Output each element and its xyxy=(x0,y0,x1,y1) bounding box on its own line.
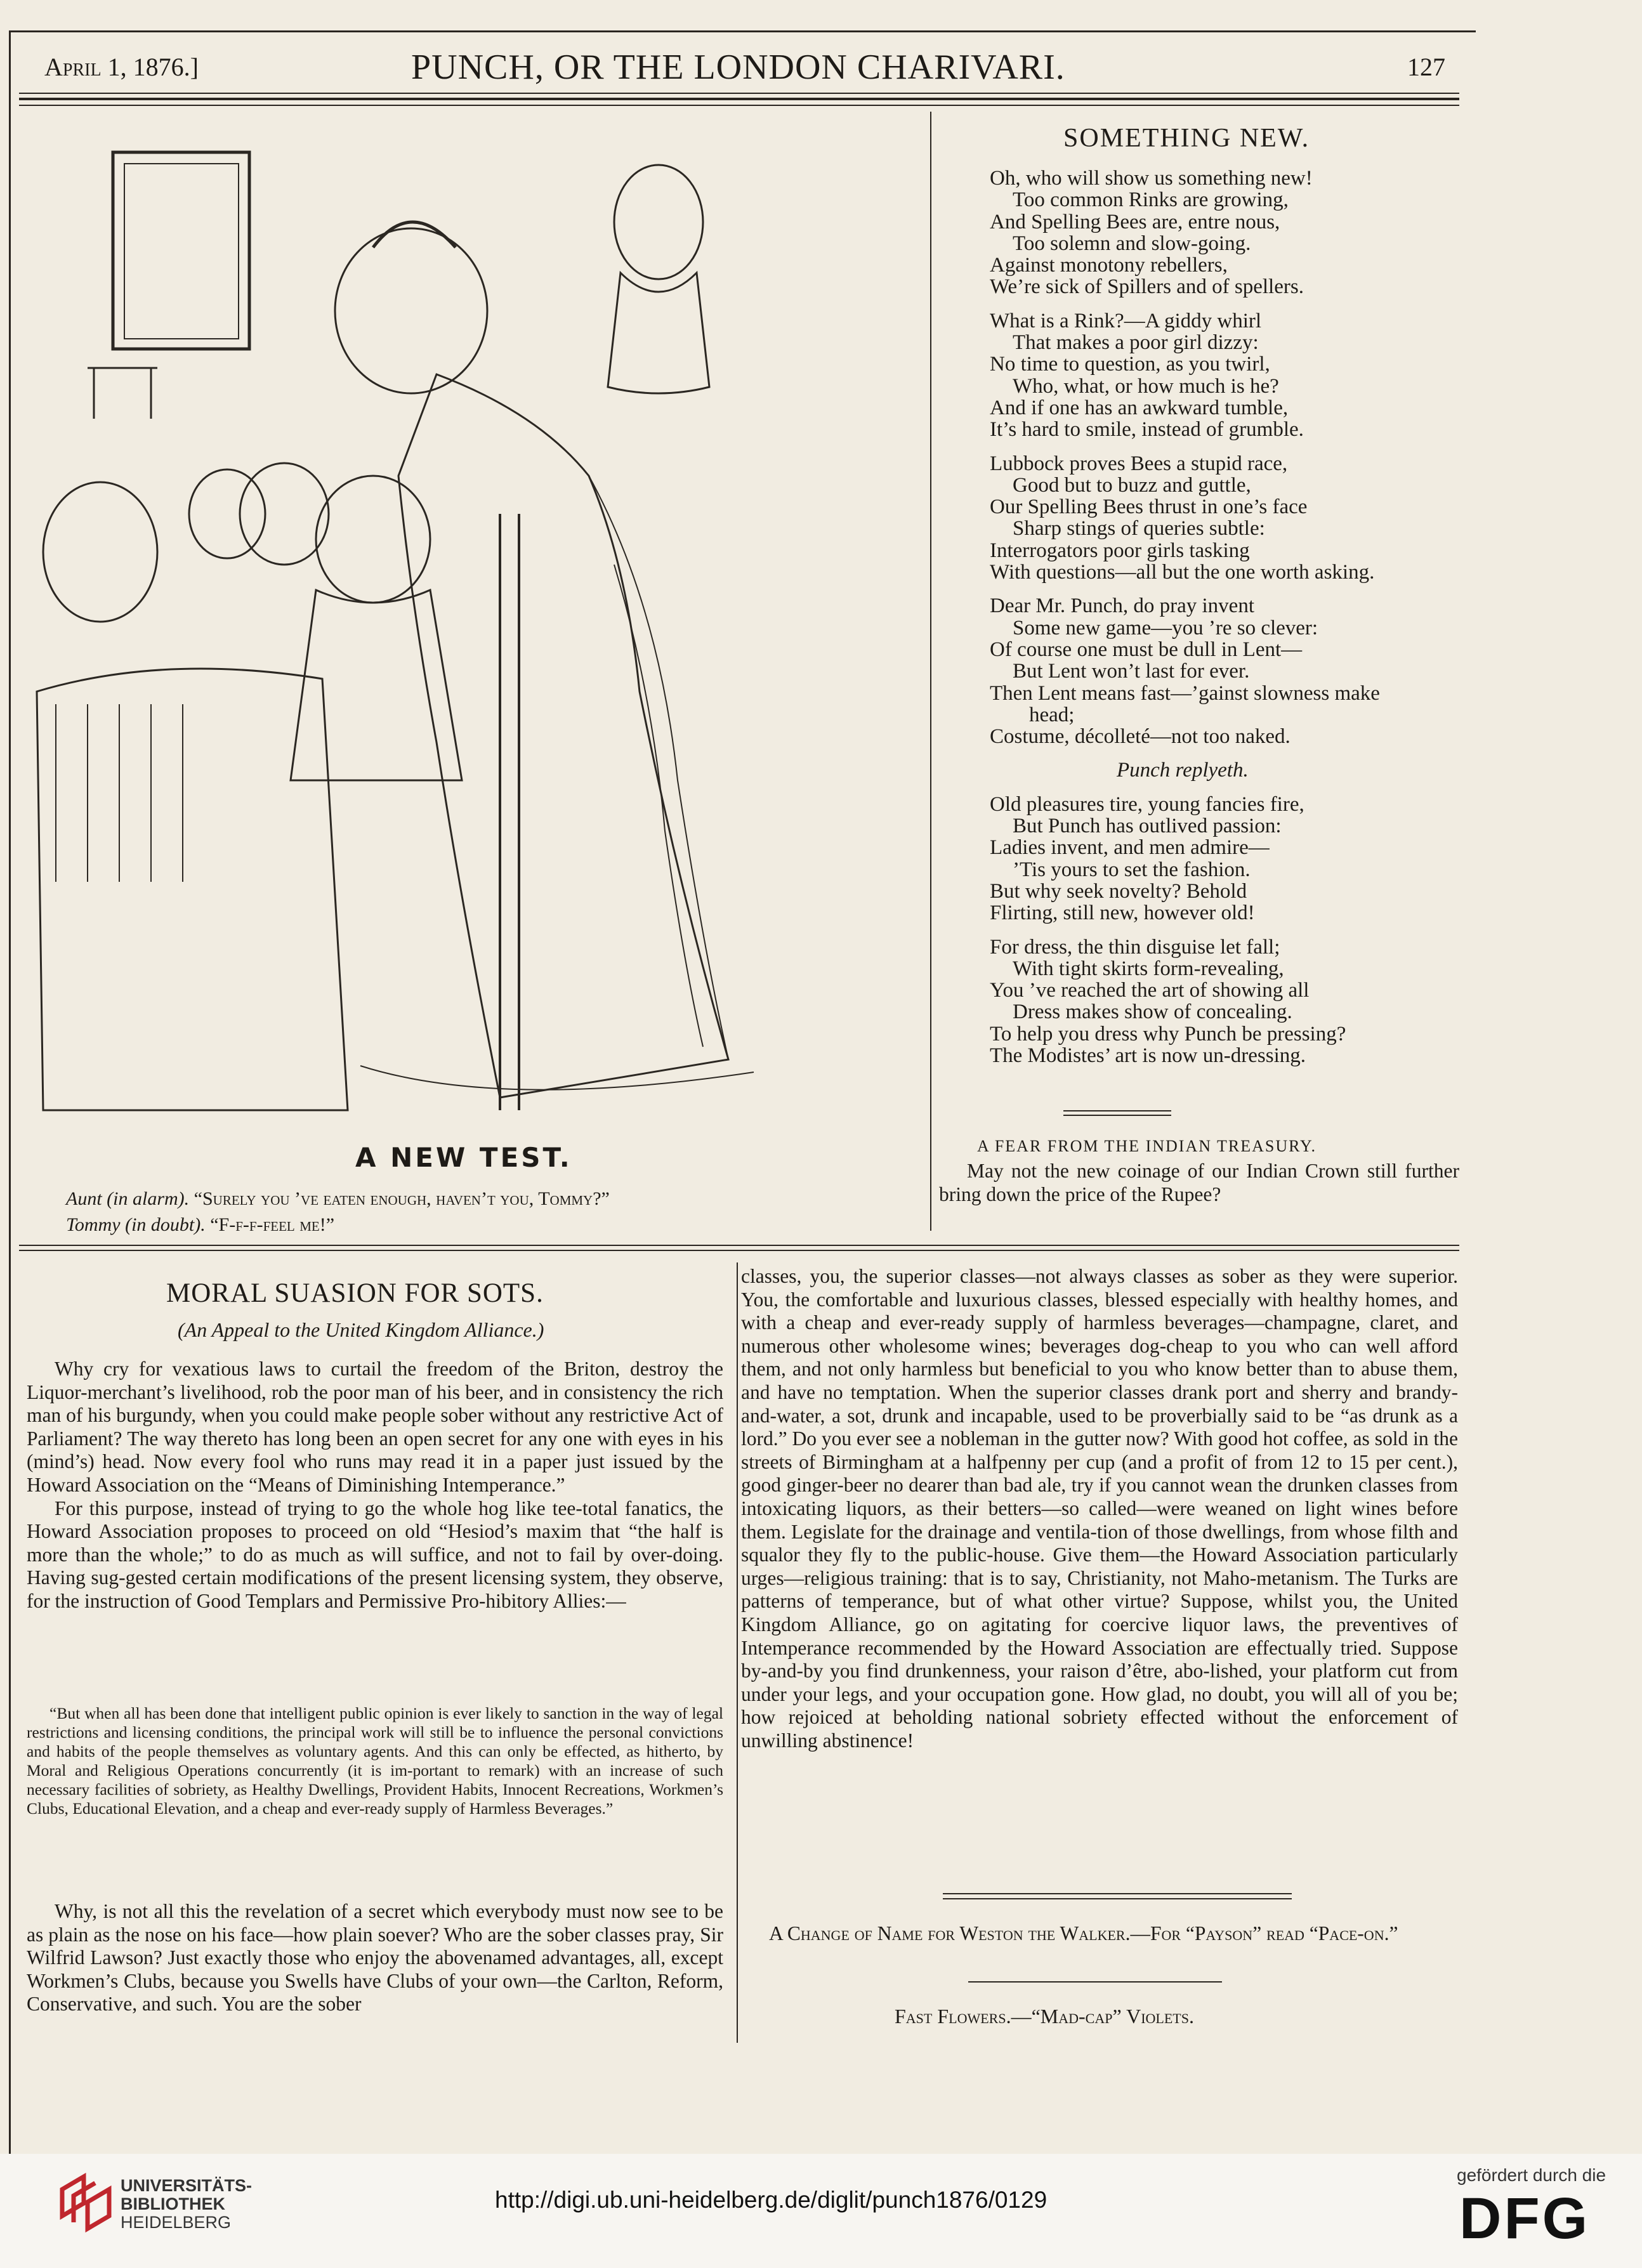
article-paragraph-4: classes, you, the superior classes—not always classes as sober as they were superior. You, the comfortable and luxurious classes, blessed especially with healthy homes, and with a cheap and ever-ready supply of harmless beverages—champagne, claret, and numerous other wholesome wines; beverages dog-cheap to you who can well afford them, and not only harmless but beneficial to you who know better than to abuse them, and have no temptation. When the superior classes drank port and sherry and brandy-and-water, a sot, drunk and incapable, used to be proverbially said to be “as drunk as a lord.” Do you ever see a nobleman in the gutter now? With good hot coffee, as sold in the streets of Birmingham at a halfpenny per cup (and a profit of from 12 to 15 per cent.), good ginger-beer no dearer than bad ale, try if you cannot wean the drunken classes from intoxicating liquors, as their betters—so called—were weaned on light wines before them. Legislate for the drainage and ventila-tion of those dwellings, from whose filth and squalor they fly to the public-house. Give them—the Howard Association particularly urges—religious training: that is to say, Christianity, not Maho-metanism. The Turks are patterns of temperance, but of what other virtue? Suppose, whilst you, the United Kingdom Alliance, go on agitating for coercive liquor laws, the preventives of Intemperance recommended by the Howard Association are effectually tried. Suppose by-and-by you find drunkenness, your raison d’être, abo-lished, your platform cut from under your legs, and your occupation gone. How glad, no doubt, you will all of you be; how rejoiced at beholding national sobriety effected without the enforcement of unwilling abstinence! xyxy=(741,1265,1458,1752)
poem-reply-line: With tight skirts form-revealing, xyxy=(1013,957,1284,980)
child-head-3 xyxy=(189,469,265,558)
cartoon-illustration xyxy=(18,121,900,1129)
poem-line: Interrogators poor girls tasking xyxy=(990,539,1250,562)
mirror-inner xyxy=(124,164,239,339)
tablecloth xyxy=(37,669,348,1110)
poem-reply-line: Ladies invent, and men admire— xyxy=(990,836,1270,860)
poem-reply-line: To help you dress why Punch be pressing? xyxy=(990,1022,1346,1046)
poem-title: SOMETHING NEW. xyxy=(1063,124,1310,153)
page-number: 127 xyxy=(1407,53,1445,81)
poem-stanzas xyxy=(990,167,1472,747)
fast-flowers: Fast Flowers.—“Mad-cap” Violets. xyxy=(895,2005,1194,2028)
poem-reply-stanza xyxy=(990,794,1472,924)
child-head-2 xyxy=(240,463,329,565)
poem-line: With questions—all but the one worth asking. xyxy=(990,561,1375,584)
poem-reply-line: ’Tis yours to set the fashion. xyxy=(1013,858,1251,881)
caption-line-aunt xyxy=(66,1188,610,1210)
poem-reply-stanzas xyxy=(990,794,1472,1067)
child-head-back xyxy=(43,482,157,622)
university-logo-icon xyxy=(58,2172,113,2232)
caption-speaker-tommy: Tommy (in doubt). xyxy=(66,1214,206,1235)
poem-body xyxy=(990,167,1472,1078)
floor-line xyxy=(360,1066,754,1090)
poem-line: Dear Mr. Punch, do pray invent xyxy=(990,594,1254,618)
poem-line: No time to question, as you twirl, xyxy=(990,353,1270,376)
funded-by-text: gefördert durch die xyxy=(1457,2165,1606,2185)
aunt-dress-fold xyxy=(589,476,728,1059)
aunt-hair xyxy=(373,222,456,247)
chair-post xyxy=(500,514,519,1110)
article-column-right xyxy=(741,1265,1458,1752)
poem-reply-line: For dress, the thin disguise let fall; xyxy=(990,935,1280,959)
poem-line: Some new game—you ’re so clever: xyxy=(1013,616,1318,639)
squib-rule-2 xyxy=(943,1898,1292,1899)
poem-stanza xyxy=(990,453,1472,584)
poem-reply-heading: Punch replyeth. xyxy=(1117,759,1249,782)
poem-line: Who, what, or how much is he? xyxy=(1013,374,1279,398)
poem-line: Of course one must be dull in Lent— xyxy=(990,638,1303,661)
article-column-left xyxy=(27,1358,723,1613)
poem-line: It’s hard to smile, instead of grumble. xyxy=(990,418,1304,442)
source-url-link[interactable]: http://digi.ub.uni-heidelberg.de/diglit/punch1876/0129 xyxy=(495,2187,1048,2213)
header-rule-2 xyxy=(19,98,1459,100)
library-name xyxy=(121,2177,252,2232)
tommy-head xyxy=(316,476,430,603)
digitization-footer xyxy=(0,2154,1642,2268)
mirror-frame xyxy=(113,152,249,349)
aunt-dress-fold-2 xyxy=(614,565,703,1047)
poem-stanza xyxy=(990,167,1472,298)
indian-treasury-heading: A FEAR FROM THE INDIAN TREASURY. xyxy=(977,1137,1317,1155)
maid-head xyxy=(614,165,703,279)
lower-column-divider xyxy=(737,1262,738,2043)
library-line-2: BIBLIOTHEK xyxy=(121,2194,225,2213)
poem-reply-line: Flirting, still new, however old! xyxy=(990,901,1255,925)
poem-line: Too common Rinks are growing, xyxy=(1013,188,1289,212)
caption-line-tommy xyxy=(66,1214,334,1236)
caption-text-aunt: “Surely you ’ve eaten enough, haven’t you, Tommy?” xyxy=(194,1188,610,1209)
library-line-3: HEIDELBERG xyxy=(121,2213,232,2232)
poem-line: Then Lent means fast—’gainst slowness make xyxy=(990,681,1380,705)
article-title: MORAL SUASION FOR SOTS. xyxy=(166,1278,544,1308)
poem-line: Against monotony rebellers, xyxy=(990,254,1228,277)
section-rule-2 xyxy=(19,1250,1459,1251)
aunt-head xyxy=(335,228,487,393)
upper-column-divider xyxy=(930,112,931,1231)
poem-line: Costume, décolleté—not too naked. xyxy=(990,725,1291,749)
poem-reply-line: You ’ve reached the art of showing all xyxy=(990,979,1310,1002)
article-paragraph-2: For this purpose, instead of trying to go the whole hog like tee-total fanatics, the Howard Association proposes to proceed on old “Hesiod’s maxim that “the half is more than the whole;” to do as much as will suffice, and not to fail by over-doing. Having sug-gested certain modifications of the present licensing system, they observe, for the instruction of Good Templars and Permissive Pro-hibitory Allies:— xyxy=(27,1497,723,1612)
tommy-body xyxy=(291,590,462,780)
top-frame-rule xyxy=(9,30,1476,32)
article-column-left-end xyxy=(27,1900,723,2016)
weston-text: A Change of Name for Weston the Walker.—For “Payson” read “Pace-on.” xyxy=(769,1922,1398,1944)
library-line-1: UNIVERSITÄTS- xyxy=(121,2176,253,2195)
poem-line: Sharp stings of queries subtle: xyxy=(1013,517,1265,541)
issue-date: April 1, 1876.] xyxy=(44,53,199,81)
gaslight-bracket xyxy=(88,368,157,419)
poem-line: Too solemn and slow-going. xyxy=(1013,232,1251,255)
left-frame-rule xyxy=(9,30,11,2159)
article-quote xyxy=(27,1704,723,1818)
aunt-dress xyxy=(398,374,728,1098)
header-rule-3 xyxy=(19,105,1459,106)
caption-speaker-aunt: Aunt (in alarm). xyxy=(66,1188,190,1209)
article-paragraph-3: Why, is not all this the revelation of a secret which everybody must now see to be as plain as the nose on his face—how plain soever? Who are the sober classes pray, Sir Wilfrid Lawson? Just exactly those who enjoy the abovenamed advantages, all, except Workmen’s Clubs, because you Swells have Clubs of your own—the Carlton, Reform, Conservative, and such. You are the sober xyxy=(27,1900,723,2016)
cartoon-title: A NEW TEST. xyxy=(355,1142,572,1173)
poem-reply-line: But Punch has outlived passion: xyxy=(1013,815,1282,838)
poem-line: That makes a poor girl dizzy: xyxy=(1013,331,1259,355)
chair-back xyxy=(56,704,183,882)
poem-line: And if one has an awkward tumble, xyxy=(990,396,1289,419)
poem-reply-line: Old pleasures tire, young fancies fire, xyxy=(990,792,1304,816)
poem-line: But Lent won’t last for ever. xyxy=(1013,660,1250,683)
article-quote-text: “But when all has been done that intelligent public opinion is ever likely to sanction in the way of legal restrictions and licensing conditions, the principal work will still be to influence the personal convictions and habits of the people themselves as voluntary agents. And this can only be effected, as hitherto, by Moral and Religious Operations concurrently (it is im-portant to remark) with an increase of such necessary facilities of sobriety, as Healthy Dwellings, Provident Habits, Innocent Recreations, Workmen’s Clubs, Educational Elevation, and a cheap and ever-ready supply of Harmless Beverages.” xyxy=(27,1704,723,1818)
squib-rule-1 xyxy=(943,1893,1292,1894)
poem-reply-stanza xyxy=(990,936,1472,1067)
poem-reply-line: But why seek novelty? Behold xyxy=(990,879,1247,903)
indian-rule-top xyxy=(1063,1110,1171,1111)
section-rule-1 xyxy=(19,1245,1459,1246)
poem-stanza xyxy=(990,310,1472,441)
poem-reply-line: Dress makes show of concealing. xyxy=(1013,1000,1292,1024)
poem-line: Lubbock proves Bees a stupid race, xyxy=(990,452,1288,475)
poem-reply-line: The Modistes’ art is now un-dressing. xyxy=(990,1044,1306,1067)
weston-squib xyxy=(741,1922,1458,1946)
poem-stanza xyxy=(990,595,1472,747)
article-paragraph-1: Why cry for vexatious laws to curtail the freedom of the Briton, destroy the Liquor-merchant’s livelihood, rob the poor man of his beer, and in consistency the rich man of his burgundy, when you could make people sober without any restrictive Act of Parliament? The way thereto has long been an open secret for any one with eyes in his (mind’s) head. Now every fool who runs may read it in a paper just issued by the Howard Association on the “Means of Diminishing Intemperance.” xyxy=(27,1358,723,1496)
header-rule-1 xyxy=(19,93,1459,94)
article-subtitle: (An Appeal to the United Kingdom Alliance.) xyxy=(178,1318,544,1341)
masthead-title: PUNCH, OR THE LONDON CHARIVARI. xyxy=(411,48,1065,87)
poem-line: head; xyxy=(1029,703,1075,726)
squib-rule-3 xyxy=(968,1981,1222,1983)
poem-line: Our Spelling Bees thrust in one’s face xyxy=(990,495,1308,519)
maid-bodice xyxy=(608,273,709,393)
indian-rule-bottom xyxy=(1063,1115,1171,1116)
poem-line: We’re sick of Spillers and of spellers. xyxy=(990,275,1304,299)
poem-line: Oh, who will show us something new! xyxy=(990,167,1313,190)
dfg-logo: DFG xyxy=(1459,2186,1591,2251)
poem-line: Good but to buzz and guttle, xyxy=(1013,473,1251,497)
indian-treasury-text: May not the new coinage of our Indian Crown still further bring down the price of the Rupee? xyxy=(939,1160,1459,1205)
caption-text-tommy: “F-f-f-feel me!” xyxy=(210,1214,335,1235)
poem-line: And Spelling Bees are, entre nous, xyxy=(990,210,1280,233)
poem-line: What is a Rink?—A giddy whirl xyxy=(990,309,1262,332)
